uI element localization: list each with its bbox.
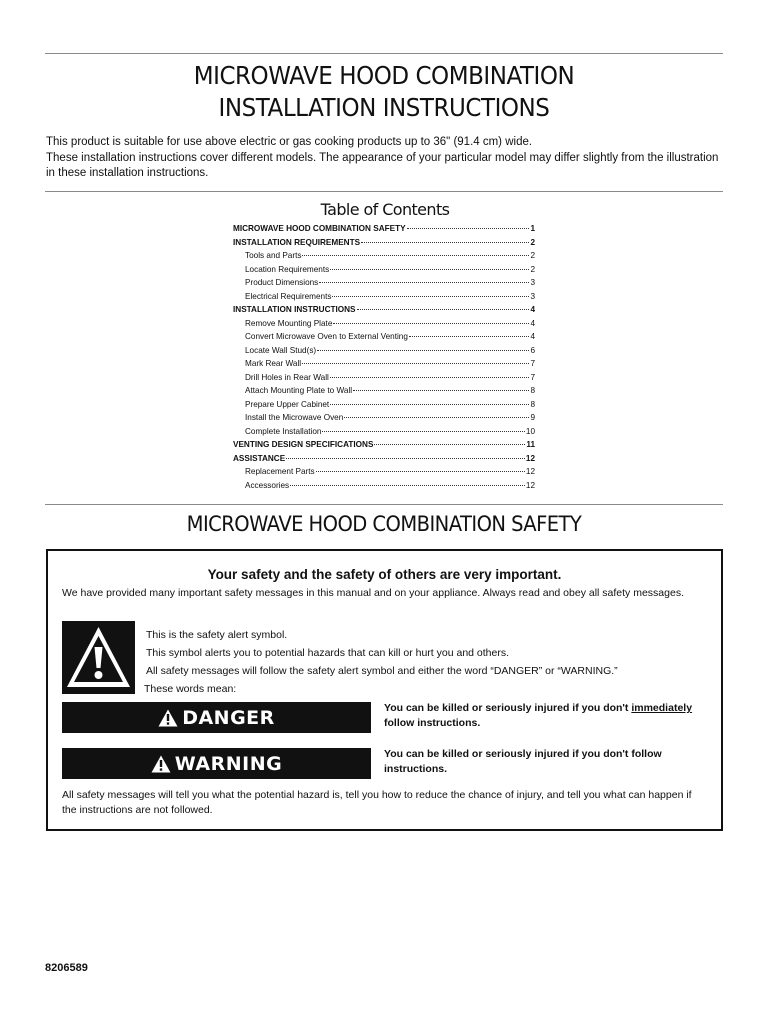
toc-entry-page: 2 bbox=[530, 237, 535, 247]
toc-entry-page: 4 bbox=[530, 305, 535, 314]
toc-entry bbox=[233, 265, 535, 279]
warning-triangle-icon bbox=[151, 755, 171, 773]
toc-entry-label: Convert Microwave Oven to External Venting bbox=[245, 332, 408, 341]
toc-entry bbox=[233, 386, 535, 400]
toc-entry-label: Product Dimensions bbox=[245, 278, 319, 287]
intro-rule bbox=[45, 191, 723, 192]
safety-intro: We have provided many important safety messages in this manual and on your appliance. Always read and obey all safety messages. bbox=[62, 587, 684, 599]
toc-entry-label: INSTALLATION REQUIREMENTS bbox=[233, 237, 361, 247]
top-rule bbox=[45, 53, 723, 54]
alert-explanation bbox=[146, 626, 706, 698]
intro-line-1: This product is suitable for use above electric or gas cooking products up to 36" (91.4 cm) wide. bbox=[46, 136, 533, 148]
toc-entry bbox=[233, 292, 535, 306]
toc-entry-label: Complete Installation bbox=[245, 426, 322, 436]
toc-entry bbox=[233, 400, 535, 414]
safety-footer: All safety messages will tell you what the potential hazard is, tell you how to reduce the chance of injury, and tell you what can happen if the instructions are not followed. bbox=[62, 789, 692, 816]
toc-entry-page: 3 bbox=[530, 291, 535, 301]
toc-entry-label: Remove Mounting Plate bbox=[245, 318, 333, 328]
toc-entry-label: ASSISTANCE bbox=[233, 453, 286, 463]
title-line-1: MICROWAVE HOOD COMBINATION bbox=[193, 61, 575, 90]
toc-entry-page: 8 bbox=[530, 386, 535, 395]
toc-entry-page: 4 bbox=[530, 332, 535, 341]
toc-entry-page: 2 bbox=[530, 264, 535, 274]
toc-entry bbox=[233, 373, 535, 387]
toc-entry-page: 12 bbox=[525, 453, 535, 463]
page-title bbox=[72, 60, 696, 124]
toc-entry bbox=[233, 346, 535, 360]
toc-entry-page: 12 bbox=[525, 480, 535, 490]
toc-entry bbox=[233, 359, 535, 373]
danger-desc-after: follow instructions. bbox=[384, 717, 481, 729]
alert-line-4: These words mean: bbox=[144, 683, 237, 695]
toc-entry bbox=[233, 481, 535, 495]
toc-entry-label: Accessories bbox=[245, 480, 290, 490]
danger-signal bbox=[62, 702, 371, 733]
intro-line-2: These installation instructions cover different models. The appearance of your particular model may differ slightly from the illustration in these installation instructions. bbox=[46, 152, 719, 179]
toc-entry-label: Replacement Parts bbox=[245, 467, 315, 476]
safety-heading: Your safety and the safety of others are very important. bbox=[207, 567, 562, 582]
toc-entry-page: 6 bbox=[530, 345, 535, 355]
warning-triangle-icon bbox=[158, 709, 178, 727]
toc-entry-page: 9 bbox=[530, 413, 535, 422]
toc-entry bbox=[233, 238, 535, 252]
warning-label: WARNING bbox=[174, 752, 283, 775]
warning-signal bbox=[62, 748, 371, 779]
toc-entry-label: Electrical Requirements bbox=[245, 291, 332, 301]
toc-title: Table of Contents bbox=[320, 200, 450, 219]
title-line-2: INSTALLATION INSTRUCTIONS bbox=[218, 93, 550, 122]
toc-entry bbox=[233, 319, 535, 333]
toc-entry-label: MICROWAVE HOOD COMBINATION SAFETY bbox=[233, 224, 406, 233]
toc-entry-label: VENTING DESIGN SPECIFICATIONS bbox=[233, 440, 374, 449]
toc-entry-label: Tools and Parts bbox=[245, 251, 302, 260]
toc-entry bbox=[233, 467, 535, 481]
toc-entry-page: 4 bbox=[530, 318, 535, 328]
toc-entry-label: Locate Wall Stud(s) bbox=[245, 345, 317, 355]
exclamation-triangle-icon bbox=[62, 621, 135, 694]
danger-label: DANGER bbox=[182, 706, 275, 729]
toc-entry-page: 12 bbox=[525, 467, 535, 476]
toc-entry-page: 8 bbox=[530, 399, 535, 409]
toc-entry-page: 11 bbox=[526, 440, 535, 449]
document-number: 8206589 bbox=[45, 962, 88, 974]
toc-entry-label: INSTALLATION INSTRUCTIONS bbox=[233, 305, 356, 314]
toc-entry bbox=[233, 224, 535, 238]
toc-entry bbox=[233, 413, 535, 427]
toc-entry bbox=[233, 332, 535, 346]
toc-entry bbox=[233, 440, 535, 454]
toc-entry-page: 10 bbox=[525, 426, 535, 436]
danger-desc-emphasis: immediately bbox=[631, 702, 693, 714]
toc-entry-label: Prepare Upper Cabinet bbox=[245, 399, 330, 409]
toc-entry bbox=[233, 454, 535, 468]
toc-entry-page: 2 bbox=[530, 251, 535, 260]
toc-entry bbox=[233, 305, 535, 319]
toc-entry-page: 1 bbox=[530, 224, 535, 233]
alert-line-2: This symbol alerts you to potential hazards that can kill or hurt you and others. bbox=[146, 647, 510, 659]
toc-entry bbox=[233, 251, 535, 265]
danger-description bbox=[384, 701, 714, 731]
warning-description: You can be killed or seriously injured if you don't follow instructions. bbox=[384, 748, 662, 775]
toc-entry-page: 7 bbox=[530, 359, 535, 368]
toc-entry-page: 3 bbox=[530, 278, 535, 287]
danger-desc-before: You can be killed or seriously injured if you don't bbox=[384, 702, 632, 714]
alert-line-1: This is the safety alert symbol. bbox=[146, 629, 288, 641]
toc-entry-label: Mark Rear Wall bbox=[245, 359, 302, 368]
toc-entry bbox=[233, 427, 535, 441]
toc-entry-label: Attach Mounting Plate to Wall bbox=[245, 386, 353, 395]
toc-rule bbox=[45, 504, 723, 505]
toc-entry-label: Install the Microwave Oven bbox=[245, 413, 344, 422]
intro-text bbox=[46, 135, 724, 182]
safety-section-title: MICROWAVE HOOD COMBINATION SAFETY bbox=[186, 512, 582, 536]
toc-entry bbox=[233, 278, 535, 292]
toc-entry-label: Location Requirements bbox=[245, 264, 330, 274]
safety-box bbox=[46, 549, 723, 831]
toc-entry-page: 7 bbox=[530, 372, 535, 382]
toc-entry-label: Drill Holes in Rear Wall bbox=[245, 372, 329, 382]
table-of-contents bbox=[233, 224, 535, 494]
alert-line-3: All safety messages will follow the safety alert symbol and either the word “DANGER” or “WARNING.” bbox=[146, 665, 618, 677]
